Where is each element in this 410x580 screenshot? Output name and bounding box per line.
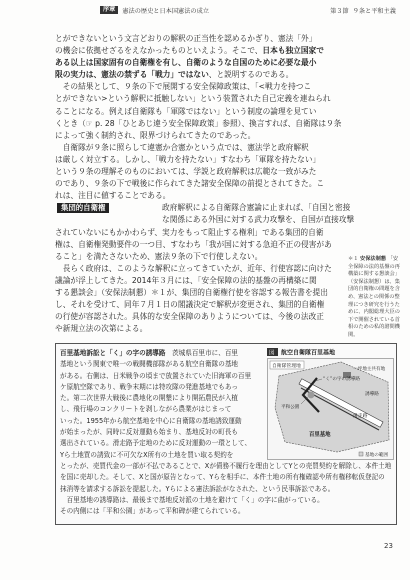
body-line: [55, 190, 345, 202]
line-text: 、と説明するのである。: [208, 70, 294, 80]
body-line: [55, 166, 345, 178]
emphasis-text: 日本も独立国家で: [262, 46, 324, 56]
ku-taxiway-label: “く”の字の誘導路: [323, 377, 360, 382]
line-text: 権は、自衛権発動要件の一つ目、すなわち「我が国に対する急迫不正の侵害があ: [55, 239, 332, 249]
body-line: [55, 45, 345, 57]
body-line: [55, 154, 345, 166]
line-text: とができない>という解釈に抵触しない」という装置された自己定義を連ねられ: [55, 94, 331, 104]
line-text: する懇談会」（安保法制懇）＊１が、集団的自衛権行使を容認する報告書を提出: [55, 287, 328, 297]
legend-label: 基地の範囲: [365, 452, 388, 458]
body-line: [55, 69, 345, 81]
column-box-hyakuri: [55, 343, 397, 525]
note-marker: ＊１: [348, 256, 359, 262]
line-text: ケ原航空隊であり、戦争末期には特攻隊の発進基地でもあっ: [60, 382, 238, 391]
chapter-tag: 序章: [100, 6, 118, 14]
column-wide-lines: [60, 461, 391, 517]
line-text: 選出されている。滑走路予定地のために反対運動の一環として、: [60, 439, 252, 448]
body-paragraphs-top: [55, 33, 345, 202]
body-line: [55, 81, 345, 93]
line-text: その結果として、９条の下で展開する安全保障政策は、「<戦力を持つこ: [55, 82, 312, 92]
line-text: が始まったが、同時に反対運動も始まり、基地反対の町長も: [60, 428, 239, 437]
line-text: や新規立法の次第による。: [55, 324, 148, 334]
taxiway-label: 誘導路: [365, 392, 379, 397]
line-text: 百里基地の誘導路は、最後まで基地反対派の土地を避けて「く」の字に曲がっている。: [60, 495, 324, 504]
chapter-title: 憲法の歴史と日本国憲法の成立: [122, 7, 209, 15]
body-line: [162, 202, 351, 214]
column-line: [60, 461, 391, 472]
section-heading: [330, 6, 396, 15]
line-text: とができないという文言どおりの解釈の正当性を認めるかぎり、憲法「外」: [55, 34, 317, 43]
column-line: [60, 472, 391, 483]
body-line: [55, 239, 345, 251]
line-text: ること」を満たさないため、憲法９条の下で行使しえない。: [55, 251, 263, 261]
line-text: し、それを受けて、同年７月１日の閣議決定で解釈が変更され、集団的自衛権: [55, 300, 325, 310]
peace-park-label: 平和公園: [281, 405, 300, 410]
body-line: [55, 106, 345, 118]
runway-label: 滑走路: [353, 414, 368, 419]
line-text: 長らく政府は、このような解釈に立ってきていたが、近年、行使容認に向けた: [55, 263, 332, 273]
figure-tag: 図: [269, 350, 275, 357]
line-text: 議論が浮上してきた。2014年３月には、「安全保障の法的基盤の再構築に関: [55, 275, 317, 285]
side-note: [348, 256, 400, 340]
body-line: [55, 287, 345, 299]
body-line: [55, 33, 345, 45]
base-name-label: 百里基地: [309, 432, 331, 438]
term-heading-block: [55, 202, 355, 226]
admin-land-label: 自衛隊管理地: [272, 363, 301, 369]
line-text: 政府解釈による自衛隊合憲論に止まれば、「自国と密接: [162, 203, 351, 213]
body-line: [162, 214, 355, 226]
term-lead-lines: [162, 202, 355, 226]
body-paragraphs-bottom: [55, 227, 345, 336]
body-line: [55, 93, 345, 105]
column-line: [60, 506, 391, 517]
section-number: 第３節: [330, 7, 349, 15]
chapter-heading: [100, 6, 209, 15]
line-text: その内側には「平和公園」があって平和碑が建てられている。: [60, 507, 245, 516]
page-number: 23: [384, 542, 393, 550]
body-line: [55, 130, 345, 142]
peace-park-marker: [308, 392, 315, 399]
section-title: ９条と平和主義: [352, 7, 396, 15]
line-text: 茨城県百里市に、百里: [165, 349, 239, 357]
line-text: 自衛隊が９条に照らして違憲か合憲かという点では、憲法学と政府解釈: [55, 142, 309, 152]
line-text: 抹消等を請求する訴訟を提起した。Yらによる憲法訴訟がなされた、という民事訴訟である。: [60, 484, 335, 493]
line-text: Yら土地買の誘致に不可欠なX所有の土地を買い取る契約を: [60, 450, 234, 459]
line-text: を国に売却した。そして、Xと国が原告となって、Yらを相手に、本件土地の所有権確認や所有権移転仮登記の: [60, 473, 385, 482]
term-label-collective-self-defense: 集団的自衛権: [57, 203, 109, 213]
line-text: によって強く制約され、限界づけられてきたのであった。: [55, 130, 256, 140]
hyakuri-base-map: [267, 348, 394, 460]
body-line: [55, 263, 345, 275]
map-title: 航空自衛隊百里基地: [281, 349, 336, 357]
note-body: 「安全保障の法的基盤の再構築に関する懇談会」（安保法制懇）は、集団的自衛権の問題を含め、憲法との関係の整理につき研究を行うために、内閣総理大臣の下で開催されている首相のための私的諮問機関。: [348, 256, 400, 338]
emphasis-text: ある以上は国家固有の自衛権を有し、自衛のような自国のために必要な最小: [55, 58, 317, 68]
line-text: は厳しく対立する。しかし、「戦力を持たない」すなわち「軍隊を持たない」: [55, 154, 321, 164]
line-text: されていないにもかかわらず、実力をもって阻止する権利」である集団的自衛: [55, 227, 324, 237]
body-line: [55, 57, 345, 69]
line-text: ることになる。例えば自衛隊も「軍隊ではない」という制度の論理を見てい: [55, 106, 317, 116]
body-line: [55, 299, 345, 311]
body-line: [55, 251, 345, 263]
note-term: 安保法制懇: [360, 256, 386, 262]
body-line: [55, 142, 345, 154]
body-line: [55, 311, 345, 323]
emphasis-text: 百里基地訴訟と「く」の字の誘導路: [60, 349, 166, 357]
legend-swatch: [359, 452, 363, 456]
co-owned-land-label: 一坪地主共有地: [353, 367, 386, 372]
line-text: 基地という関東で唯一の戦闘機部隊がある航空自衛隊の基地: [60, 360, 239, 369]
emphasis-text: 限の実力は、憲法の禁ずる「戦力」ではない: [55, 70, 209, 80]
line-text: の行使が容認された。具体的な安全保障のありようについては、今後の法改正: [55, 312, 324, 322]
running-header: [100, 5, 396, 15]
body-line: [55, 118, 345, 130]
line-text: とったが、売買代金の一部が不払であることで、Xが債務不履行を理由としてYとの売買契約を解除し、本件土地: [60, 461, 392, 470]
column-line: [60, 484, 391, 495]
line-text: な関係にある外国に対する武力攻撃を、自国が直接攻撃: [162, 215, 355, 225]
column-line: [60, 495, 391, 506]
body-line: [55, 227, 345, 239]
line-text: いった。1955年から航空基地を中心に自衛隊の基地誘致運動: [60, 416, 242, 425]
map-svg: [267, 348, 394, 460]
line-text: の機会に依拠せざるをえなかったものといえよう。そこで、: [55, 46, 263, 56]
line-text: し、飛行場のコンクリートを剥しながら農業がはじまって: [60, 405, 232, 414]
body-line: [55, 323, 345, 335]
line-text: という９条の理解そのものにおいては、学説と政府解釈は広範な一致がみた: [55, 167, 317, 177]
body-text-column: [55, 33, 355, 335]
body-line: [55, 178, 345, 190]
line-text: くとき（☞ p. 28「ひとあじ違う安全保障政策」参照）、換言すれば、自衛隊は９条: [55, 118, 342, 128]
line-text: れは、注目に値することである。: [55, 191, 171, 201]
line-text: た。第二次世界大戦後に農地化の開墾により開拓農民が入植: [60, 394, 239, 403]
line-text: のであり、９条の下で戦後に作られてきた諸安全保障の前提とされてきた。こ: [55, 179, 325, 189]
body-line: [55, 275, 345, 287]
line-text: がある。右側は、日米戦争の頃まで放置されていた旧海軍の百里: [60, 371, 252, 380]
